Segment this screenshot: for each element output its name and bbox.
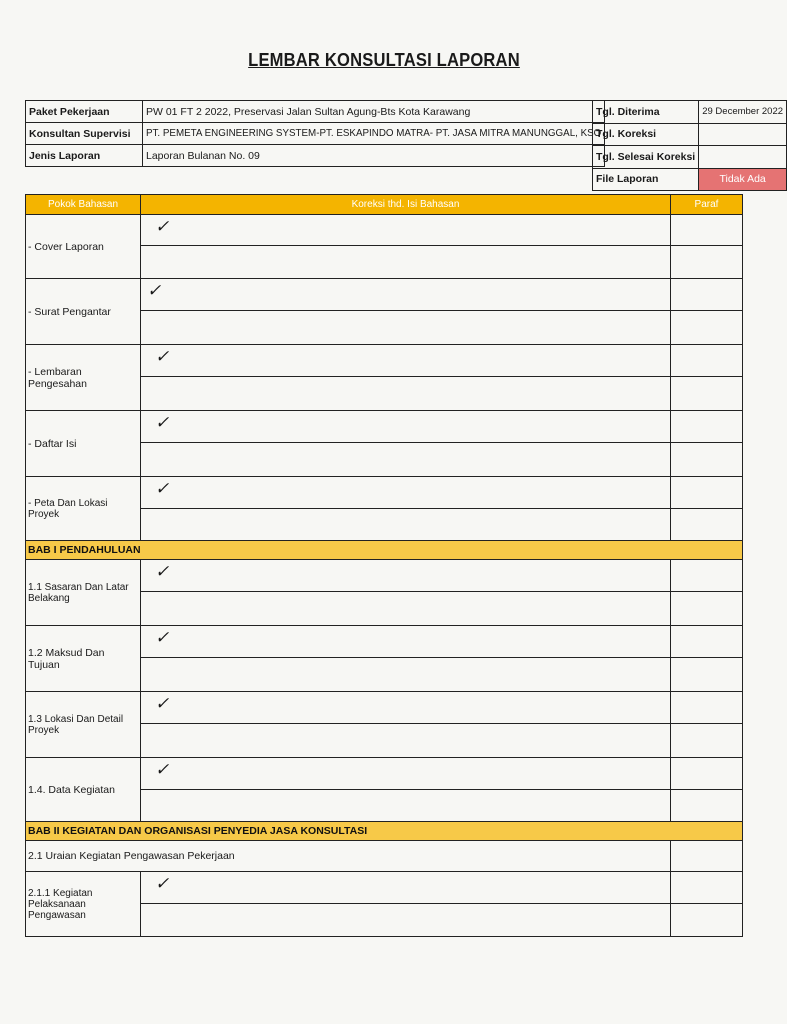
row-label: - Lembaran Pengesahan [26, 345, 141, 411]
info-key: File Laporan [593, 168, 699, 191]
row-label: - Surat Pengantar [26, 279, 141, 345]
info-table-right [592, 100, 787, 191]
row-label: - Cover Laporan [26, 215, 141, 279]
table-row [26, 841, 743, 872]
table-row [26, 872, 743, 904]
info-key: Paket Pekerjaan [26, 101, 143, 123]
check-icon: ✓ [155, 628, 170, 648]
paraf-cell [671, 790, 743, 822]
paraf-cell [671, 345, 743, 377]
check-icon: ✓ [155, 562, 170, 582]
row-label: 1.1 Sasaran Dan Latar Belakang [26, 560, 141, 626]
correction-cell [141, 904, 671, 937]
check-icon: ✓ [155, 479, 170, 499]
row-label: - Peta Dan Lokasi Proyek [26, 477, 141, 541]
correction-cell [141, 311, 671, 345]
paraf-cell [671, 692, 743, 724]
header-pokok: Pokok Bahasan [26, 195, 141, 215]
section-title: BAB II KEGIATAN DAN ORGANISASI PENYEDIA JASA KONSULTASI [26, 822, 743, 841]
table-row [26, 215, 743, 246]
check-icon: ✓ [155, 217, 170, 237]
consultation-table [25, 194, 743, 937]
info-key: Tgl. Selesai Koreksi [593, 146, 699, 169]
correction-cell [141, 626, 671, 658]
info-row-jenis [26, 145, 605, 167]
correction-cell [141, 477, 671, 509]
paraf-cell [671, 560, 743, 592]
check-icon: ✓ [155, 694, 170, 714]
row-label: 1.2 Maksud Dan Tujuan [26, 626, 141, 692]
correction-cell [141, 692, 671, 724]
correction-cell [141, 279, 671, 311]
correction-cell [141, 377, 671, 411]
info-key: Jenis Laporan [26, 145, 143, 167]
paraf-cell [671, 509, 743, 541]
table-row [26, 560, 743, 592]
info-value: PW 01 FT 2 2022, Preservasi Jalan Sultan Agung-Bts Kota Karawang [143, 101, 605, 123]
correction-cell [141, 509, 671, 541]
paraf-cell [671, 626, 743, 658]
table-row [26, 279, 743, 311]
paraf-cell [671, 411, 743, 443]
correction-cell [141, 658, 671, 692]
table-row [26, 345, 743, 377]
row-label: 1.4. Data Kegiatan [26, 758, 141, 822]
info-row-konsultan [26, 123, 605, 145]
correction-cell [141, 592, 671, 626]
info-value [699, 123, 787, 146]
row-label: - Daftar Isi [26, 411, 141, 477]
info-key: Konsultan Supervisi [26, 123, 143, 145]
paraf-cell [671, 279, 743, 311]
correction-cell [141, 724, 671, 758]
correction-cell [141, 411, 671, 443]
correction-cell [141, 215, 671, 246]
section-row [26, 541, 743, 560]
info-value: Laporan Bulanan No. 09 [143, 145, 605, 167]
info-value [699, 146, 787, 169]
paraf-cell [671, 443, 743, 477]
section-row [26, 822, 743, 841]
table-row [26, 411, 743, 443]
correction-cell [141, 790, 671, 822]
paraf-cell [671, 592, 743, 626]
check-icon: ✓ [155, 874, 170, 894]
correction-cell [141, 758, 671, 790]
table-row [26, 692, 743, 724]
section-title: BAB I PENDAHULUAN [26, 541, 743, 560]
correction-cell [141, 872, 671, 904]
row-label: 2.1.1 Kegiatan Pelaksanaan Pengawasan [26, 872, 141, 937]
check-icon: ✓ [155, 347, 170, 367]
paraf-cell [671, 724, 743, 758]
paraf-cell [671, 215, 743, 246]
info-value: PT. PEMETA ENGINEERING SYSTEM-PT. ESKAPINDO MATRA- PT. JASA MITRA MANUNGGAL, KSO [143, 123, 605, 145]
info-value: 29 December 2022 [699, 101, 787, 124]
paraf-cell [671, 904, 743, 937]
row-label: 2.1 Uraian Kegiatan Pengawasan Pekerjaan [26, 841, 671, 872]
header-koreksi: Koreksi thd. Isi Bahasan [141, 195, 671, 215]
info-key: Tgl. Koreksi [593, 123, 699, 146]
table-header [26, 195, 743, 215]
status-badge: Tidak Ada [699, 168, 787, 191]
paraf-cell [671, 758, 743, 790]
header-paraf: Paraf [671, 195, 743, 215]
info-key: Tgl. Diterima [593, 101, 699, 124]
paraf-cell [671, 872, 743, 904]
paraf-cell [671, 246, 743, 279]
correction-cell [141, 345, 671, 377]
table-row [26, 758, 743, 790]
correction-cell [141, 560, 671, 592]
page-title: LEMBAR KONSULTASI LAPORAN [248, 50, 520, 70]
table-row [26, 477, 743, 509]
info-table-left [25, 100, 605, 167]
check-icon: ✓ [147, 281, 162, 301]
check-icon: ✓ [155, 760, 170, 780]
check-icon: ✓ [155, 413, 170, 433]
paraf-cell [671, 658, 743, 692]
paraf-cell [671, 477, 743, 509]
table-row [26, 626, 743, 658]
paraf-cell [671, 841, 743, 872]
correction-cell [141, 246, 671, 279]
paraf-cell [671, 377, 743, 411]
correction-cell [141, 443, 671, 477]
paraf-cell [671, 311, 743, 345]
row-label: 1.3 Lokasi Dan Detail Proyek [26, 692, 141, 758]
info-row-paket [26, 101, 605, 123]
